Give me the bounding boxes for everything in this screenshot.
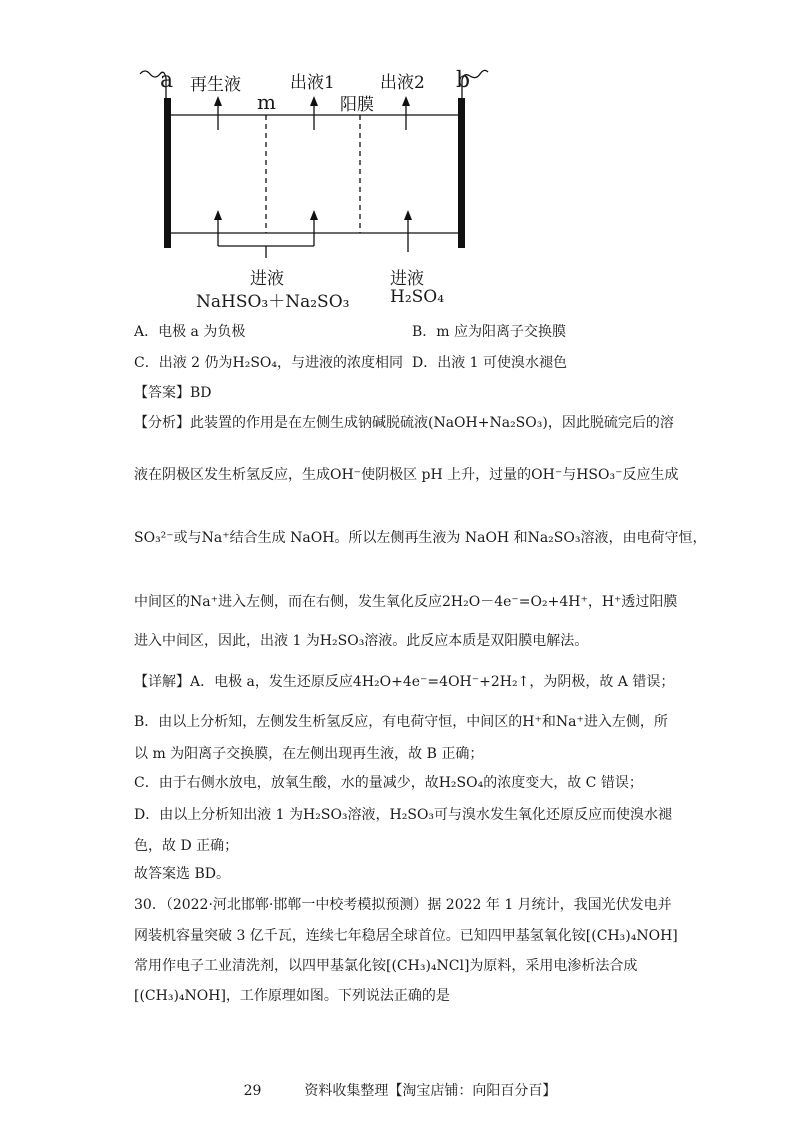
analysis-line-3: SO₃²⁻或与Na⁺结合生成 NaOH。所以左侧再生液为 NaOH 和Na₂SO₃溶液，由电荷守恒， — [134, 530, 707, 546]
label-regen: 再生液 — [190, 75, 241, 95]
detail-line-5: D．由以上分析知出液 1 为H₂SO₃溶液，H₂SO₃可与溴水发生氧化还原反应而使溴水褪 — [134, 807, 673, 823]
arrow-in-right-icon — [404, 210, 412, 220]
label-inlet-right-formula: H₂SO₄ — [390, 287, 445, 307]
q30-line-1: 30．（2022·河北邯郸·邯郸一中校考模拟预测）据 2022 年 1 月统计，我国光伏发电并 — [134, 897, 672, 913]
option-c: C．出液 2 仍为H₂SO₄，与进液的浓度相同 — [134, 355, 404, 371]
analysis-line-4: 中间区的Na⁺进入左侧，而在右侧，发生氧化反应2H₂O－4e⁻=O₂+4H⁺，H⁺透过阳膜 — [134, 594, 678, 610]
detail-line-4: C．由于右侧水放电，放氧生酸，水的量减少，故H₂SO₄的浓度变大，故 C 错误； — [134, 775, 643, 791]
footer-text: 资料收集整理【淘宝店铺：向阳百分百】 — [304, 1083, 557, 1099]
analysis-line-1: 【分析】此装置的作用是在左侧生成钠碱脱硫液(NaOH+Na₂SO₃)，因此脱硫完后的溶 — [134, 415, 674, 431]
electrode-b — [458, 98, 465, 248]
option-b: B．m 应为阳离子交换膜 — [412, 324, 567, 340]
arrow-in-left2-icon — [310, 210, 318, 220]
q30-line-2: 网装机容量突破 3 亿千瓦，连续七年稳居全球首位。已知四甲基氢氧化铵[(CH₃)₄NOH] — [134, 928, 678, 944]
page-footer — [0, 1080, 800, 1100]
label-electrode-a: a — [160, 68, 174, 93]
q30-line-3: 常用作电子工业清洗剂，以四甲基氯化铵[(CH₃)₄NCl]为原料，采用电渗析法合成 — [134, 958, 638, 974]
label-out2: 出液2 — [380, 73, 425, 93]
analysis-line-5: 进入中间区，因此，出液 1 为H₂SO₃溶液。此反应本质是双阳膜电解法。 — [134, 633, 589, 649]
label-electrode-b: b — [456, 68, 471, 93]
answer: 【答案】BD — [134, 385, 212, 401]
detail-line-3: 以 m 为阳离子交换膜，在左侧出现再生液，故 B 正确； — [134, 746, 484, 762]
label-out1: 出液1 — [290, 73, 335, 93]
option-a: A．电极 a 为负极 — [134, 324, 246, 340]
page-number: 29 — [243, 1083, 262, 1099]
label-inlet-left: 进液 — [250, 269, 284, 289]
analysis-line-2: 液在阴极区发生析氢反应，生成OH⁻使阴极区 pH 上升，过量的OH⁻与HSO₃⁻反应生成 — [134, 467, 679, 483]
arrow-regen-icon — [214, 96, 222, 106]
q30-line-4: [(CH₃)₄NOH]，工作原理如图。下列说法正确的是 — [134, 988, 450, 1004]
arrow-in-left1-icon — [214, 210, 222, 220]
option-d: D．出液 1 可使溴水褪色 — [412, 355, 568, 371]
detail-line-6: 色，故 D 正确； — [134, 838, 239, 854]
label-cation-membrane: 阳膜 — [340, 95, 374, 115]
detail-line-1: 【详解】A．电极 a，发生还原反应4H₂O+4e⁻=4OH⁻+2H₂↑，为阴极，故 A 错误； — [134, 674, 675, 690]
label-inlet-left-formula: NaHSO₃＋Na₂SO₃ — [196, 292, 350, 312]
label-membrane-m: m — [257, 90, 276, 114]
detail-line-2: B．由以上分析知，左侧发生析氢反应，有电荷守恒，中间区的H⁺和Na⁺进入左侧，所 — [134, 714, 668, 730]
electrode-a — [164, 98, 171, 248]
detail-line-7: 故答案选 BD。 — [134, 866, 230, 882]
label-inlet-right: 进液 — [390, 269, 424, 289]
arrow-out1-icon — [310, 96, 318, 106]
arrow-out2-icon — [402, 96, 410, 106]
